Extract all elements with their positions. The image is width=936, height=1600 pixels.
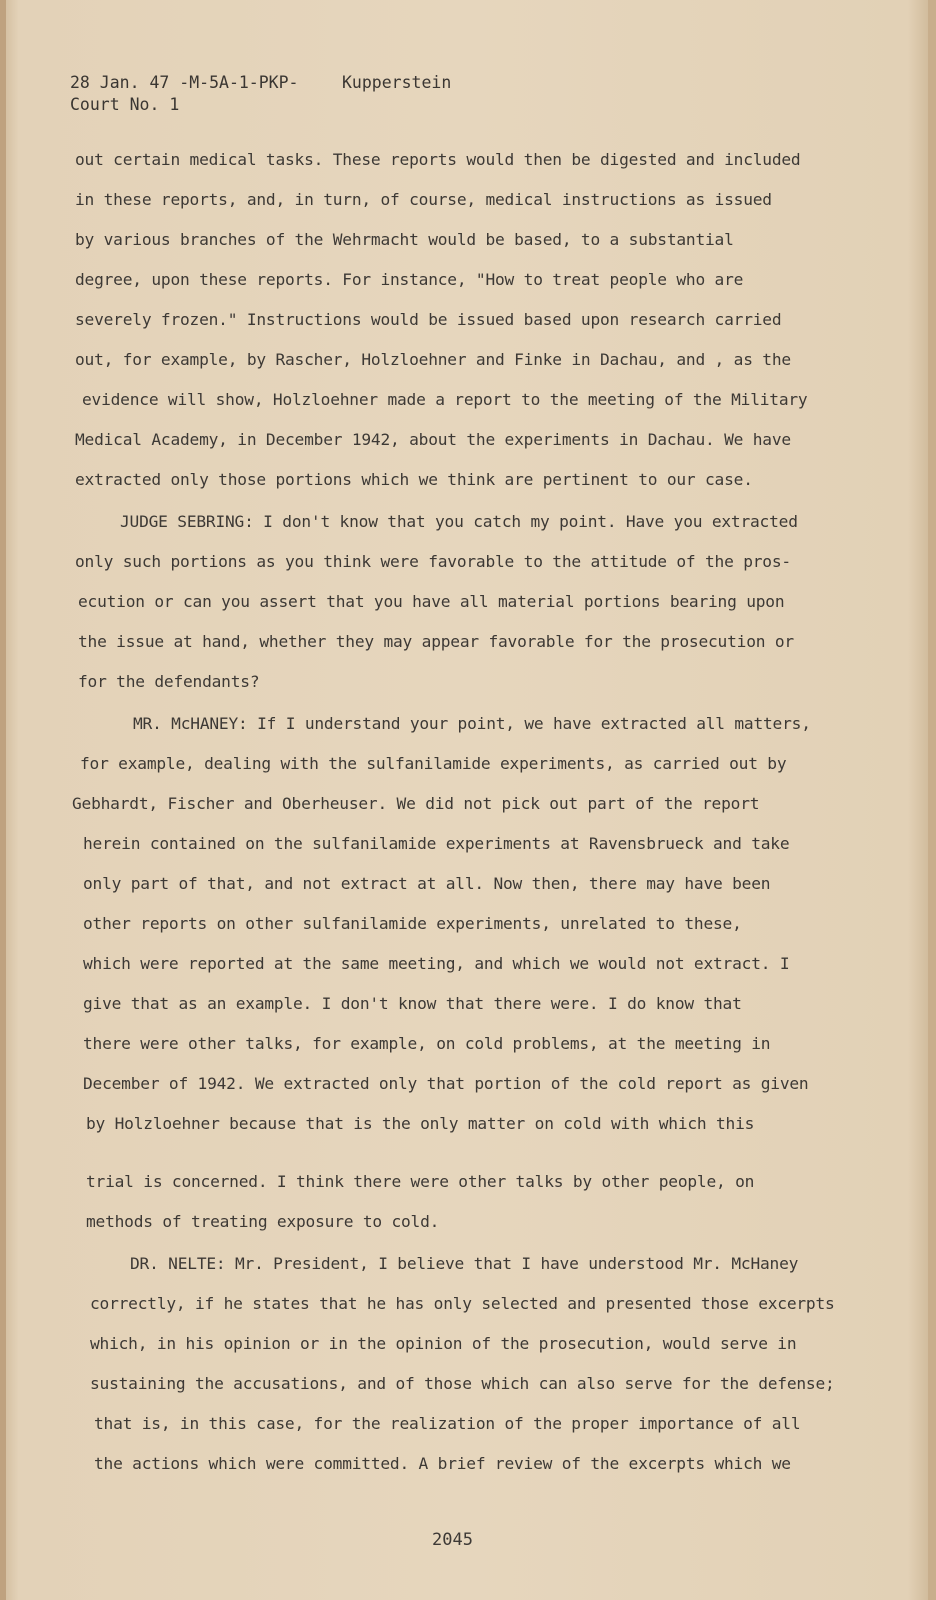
transcript-line: in these reports, and, in turn, of course, medical instructions as issued	[75, 190, 772, 209]
transcript-line: that is, in this case, for the realization of the proper importance of all	[94, 1414, 801, 1433]
transcript-line: give that as an example. I don't know that there were. I do know that	[83, 994, 742, 1013]
transcript-line: only part of that, and not extract at all. Now then, there may have been	[83, 874, 771, 893]
transcript-line: MR. McHANEY: If I understand your point, we have extracted all matters,	[133, 714, 811, 733]
transcript-line: evidence will show, Holzloehner made a report to the meeting of the Military	[82, 390, 808, 409]
transcript-line: by various branches of the Wehrmacht would be based, to a substantial	[75, 230, 734, 249]
transcript-line: for example, dealing with the sulfanilamide experiments, as carried out by	[80, 754, 787, 773]
transcript-line: the actions which were committed. A brief review of the excerpts which we	[94, 1454, 791, 1473]
transcript-line: only such portions as you think were favorable to the attitude of the pros-	[75, 552, 791, 571]
transcript-line: sustaining the accusations, and of those which can also serve for the defense;	[90, 1374, 835, 1393]
transcript-code: 28 Jan. 47 -M-5A-1-PKP-	[70, 73, 299, 92]
transcript-line: herein contained on the sulfanilamide experiments at Ravensbrueck and take	[83, 834, 790, 853]
transcript-line: which were reported at the same meeting, and which we would not extract. I	[83, 954, 790, 973]
transcript-line: correctly, if he states that he has only selected and presented those excerpts	[90, 1294, 835, 1313]
transcript-line: which, in his opinion or in the opinion of the prosecution, would serve in	[90, 1334, 797, 1353]
transcript-line: by Holzloehner because that is the only matter on cold with which this	[86, 1114, 755, 1133]
reporter-name: Kupperstein	[342, 73, 452, 92]
transcript-line: JUDGE SEBRING: I don't know that you catch my point. Have you extracted	[120, 512, 798, 531]
transcript-line: other reports on other sulfanilamide experiments, unrelated to these,	[83, 914, 742, 933]
transcript-line: out certain medical tasks. These reports would then be digested and included	[75, 150, 801, 169]
transcript-line: degree, upon these reports. For instance, "How to treat people who are	[75, 270, 744, 289]
transcript-line: Medical Academy, in December 1942, about the experiments in Dachau. We have	[75, 430, 791, 449]
transcript-line: for the defendants?	[78, 672, 260, 691]
page-left-edge	[0, 0, 6, 1600]
transcript-line: out, for example, by Rascher, Holzloehner and Finke in Dachau, and , as the	[75, 350, 791, 369]
transcript-line: severely frozen." Instructions would be issued based upon research carried	[75, 310, 782, 329]
court-number: Court No. 1	[70, 95, 180, 114]
transcript-line: methods of treating exposure to cold.	[86, 1212, 440, 1231]
transcript-line: the issue at hand, whether they may appear favorable for the prosecution or	[78, 632, 794, 651]
transcript-line: extracted only those portions which we think are pertinent to our case.	[75, 470, 753, 489]
document-header	[70, 72, 451, 116]
transcript-line: trial is concerned. I think there were other talks by other people, on	[86, 1172, 755, 1191]
transcript-line: ecution or can you assert that you have all material portions bearing upon	[78, 592, 785, 611]
transcript-line: Gebhardt, Fischer and Oberheuser. We did not pick out part of the report	[72, 794, 760, 813]
page-number: 2045	[432, 1530, 473, 1550]
transcript-line: December of 1942. We extracted only that portion of the cold report as given	[83, 1074, 809, 1093]
transcript-line: DR. NELTE: Mr. President, I believe that I have understood Mr. McHaney	[130, 1254, 799, 1273]
header-line-1	[70, 72, 451, 94]
transcript-line: there were other talks, for example, on cold problems, at the meeting in	[83, 1034, 771, 1053]
